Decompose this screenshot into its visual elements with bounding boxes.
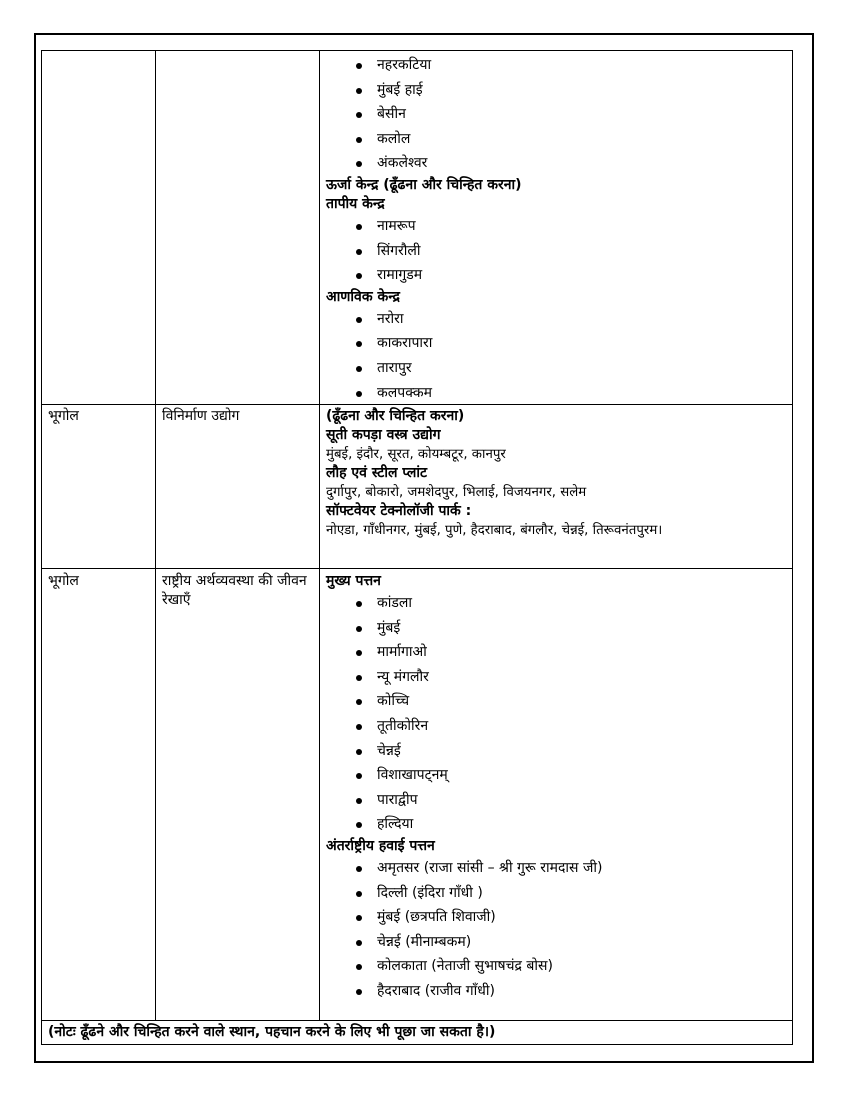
ports-list [326, 591, 786, 837]
list-item: काकरापारा [356, 331, 786, 356]
list-item: दिल्ली (इंदिरा गाँधी ) [356, 881, 786, 906]
steel-heading: लौह एवं स्टील प्लांट [326, 465, 428, 481]
list-item: पाराद्वीप [356, 788, 786, 813]
topic-cell: राष्ट्रीय अर्थव्यवस्था की जीवन रेखाएँ [156, 569, 320, 1021]
subject-cell [42, 51, 156, 405]
list-item: मार्मागाओ [356, 640, 786, 665]
cotton-places: मुंबई, इंदौर, सूरत, कोयम्बटूर, कानपुर [326, 447, 506, 462]
list-item: न्यू मंगलौर [356, 665, 786, 690]
list-item: कांडला [356, 591, 786, 616]
thermal-list [326, 214, 786, 288]
steel-places: दुर्गापुर, बोकारो, जमशेदपुर, भिलाई, विजयनगर, सलेम [326, 485, 587, 500]
software-places: नोएडा, गाँधीनगर, मुंबई, पुणे, हैदराबाद, बंगलौर, चेन्नई, तिरूवनंतपुरम। [326, 523, 663, 538]
list-item: चेन्नई (मीनाम्बकम) [356, 930, 786, 955]
list-item: सिंगरौली [356, 239, 786, 264]
table-row [42, 1021, 793, 1045]
list-item: नामरूप [356, 214, 786, 239]
cotton-heading: सूती कपड़ा वस्त्र उद्योग [326, 427, 441, 443]
topic-cell: विनिर्माण उद्योग [156, 405, 320, 569]
topic-cell [156, 51, 320, 405]
list-item: नरोरा [356, 307, 786, 332]
software-heading: सॉफ्टवेयर टेक्नोलॉजी पार्क : [326, 503, 472, 519]
oil-fields-list [326, 53, 786, 176]
list-item: अंकलेश्वर [356, 151, 786, 176]
energy-heading: ऊर्जा केन्द्र (ढूँढना और चिन्हित करना) [326, 176, 522, 193]
airports-heading: अंतर्राष्ट्रीय हवाई पत्तन [326, 837, 435, 854]
list-item: हैदराबाद (राजीव गाँधी) [356, 979, 786, 1004]
content-cell [320, 569, 793, 1021]
list-item: मुंबई हाई [356, 78, 786, 103]
note: (नोटः ढूँढने और चिन्हित करने वाले स्थान, पहचान करने के लिए भी पूछा जा सकता है।) [42, 1021, 793, 1045]
nuclear-heading: आणविक केन्द्र [326, 288, 400, 305]
content-cell [320, 51, 793, 405]
subject-cell: भूगोल [42, 569, 156, 1021]
list-item: चेन्नई [356, 739, 786, 764]
list-item: अमृतसर (राजा सांसी – श्री गुरू रामदास जी) [356, 856, 786, 881]
list-item: हल्दिया [356, 812, 786, 837]
airports-list [326, 856, 786, 1004]
list-item: मुंबई [356, 616, 786, 641]
thermal-heading: तापीय केन्द्र [326, 195, 385, 212]
nuclear-list [326, 307, 786, 401]
list-item: कलपक्कम [356, 381, 786, 406]
table-row [42, 51, 793, 405]
subject-cell: भूगोल [42, 405, 156, 569]
list-item: कोलकाता (नेताजी सुभाषचंद्र बोस) [356, 954, 786, 979]
table-row [42, 405, 793, 569]
list-item: रामागुडम [356, 263, 786, 288]
ports-heading: मुख्य पत्तन [326, 573, 381, 589]
list-item: नहरकटिया [356, 53, 786, 78]
syllabus-table [41, 50, 793, 1045]
list-item: तूतीकोरिन [356, 714, 786, 739]
table-row [42, 569, 793, 1021]
list-item: विशाखापट्नम् [356, 763, 786, 788]
list-item: कोच्चि [356, 689, 786, 714]
list-item: कलोल [356, 127, 786, 152]
locate-instruction: (ढूँढना और चिन्हित करना) [326, 408, 465, 424]
list-item: तारापुर [356, 356, 786, 381]
list-item: मुंबई (छत्रपति शिवाजी) [356, 905, 786, 930]
list-item: बेसीन [356, 102, 786, 127]
content-cell [320, 405, 793, 569]
